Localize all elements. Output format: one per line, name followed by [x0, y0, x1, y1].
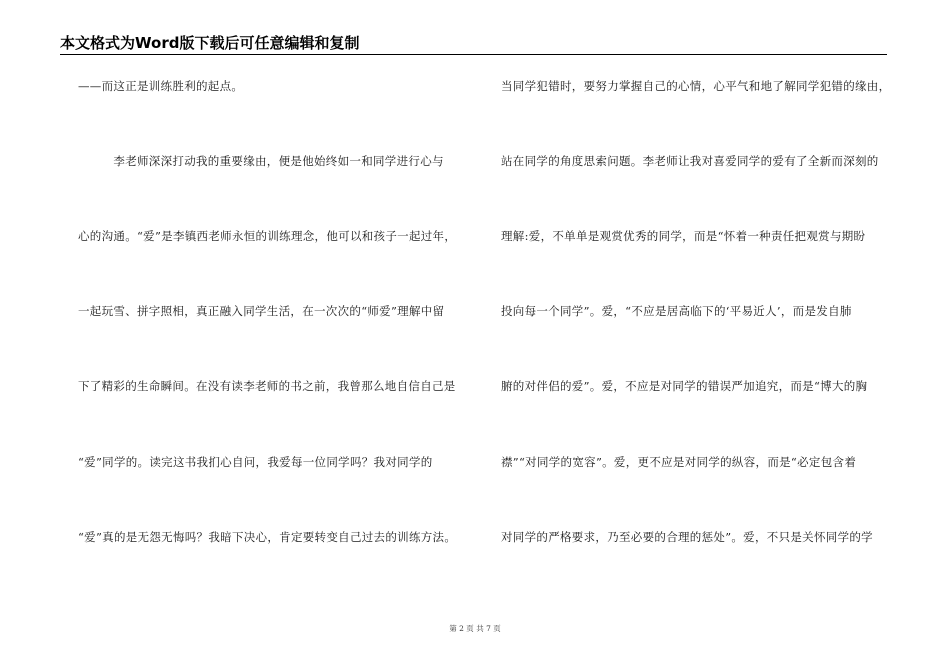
text-line: 对同学的严格要求，乃至必要的合理的惩处”。爱，不只是关怀同学的学 — [501, 530, 873, 544]
text-line: ——而这正是训练胜利的起点。 — [78, 79, 244, 93]
text-line: 理解:爱，不单单是观赏优秀的同学，而是“怀着一种责任把观赏与期盼 — [501, 229, 866, 243]
text-line: 一起玩雪、拼字照相，真正融入同学生活，在一次次的“师爱”理解中留 — [78, 304, 445, 318]
document-header — [60, 34, 887, 55]
header-title: 本文格式为Word版下载后可任意编辑和复制 — [60, 34, 360, 52]
text-line: “爱”同学的。读完这书我扪心自问，我爱每一位同学吗？我对同学的 — [78, 455, 433, 469]
text-line: 当同学犯错时，要努力掌握自己的心情，心平气和地了解同学犯错的缘由， — [501, 79, 891, 93]
text-line: 站在同学的角度思索问题。李老师让我对喜爱同学的爱有了全新而深刻的 — [501, 154, 879, 168]
page-number: 第 2 页 共 7 页 — [449, 624, 501, 633]
text-line: 下了精彩的生命瞬间。在没有读李老师的书之前，我曾那么地自信自己是 — [78, 379, 456, 393]
text-line: 投向每一个同学”。爱，“不应是居高临下的‘平易近人’，而是发自肺 — [501, 304, 852, 318]
text-line: 襟”“对同学的宽容”。爱，更不应是对同学的纵容，而是“必定包含着 — [501, 455, 857, 469]
text-line: 李老师深深打动我的重要缘由，便是他始终如一和同学进行心与 — [78, 154, 444, 168]
text-line: “爱”真的是无怨无悔吗？我暗下决心，肯定要转变自己过去的训练方法。 — [78, 530, 457, 544]
text-line: 心的沟通。“爱”是李镇西老师永恒的训练理念，他可以和孩子一起过年， — [78, 229, 457, 243]
text-line: 腑的对伴侣的爱”。爱，不应是对同学的错误严加追究，而是“博大的胸 — [501, 379, 868, 393]
